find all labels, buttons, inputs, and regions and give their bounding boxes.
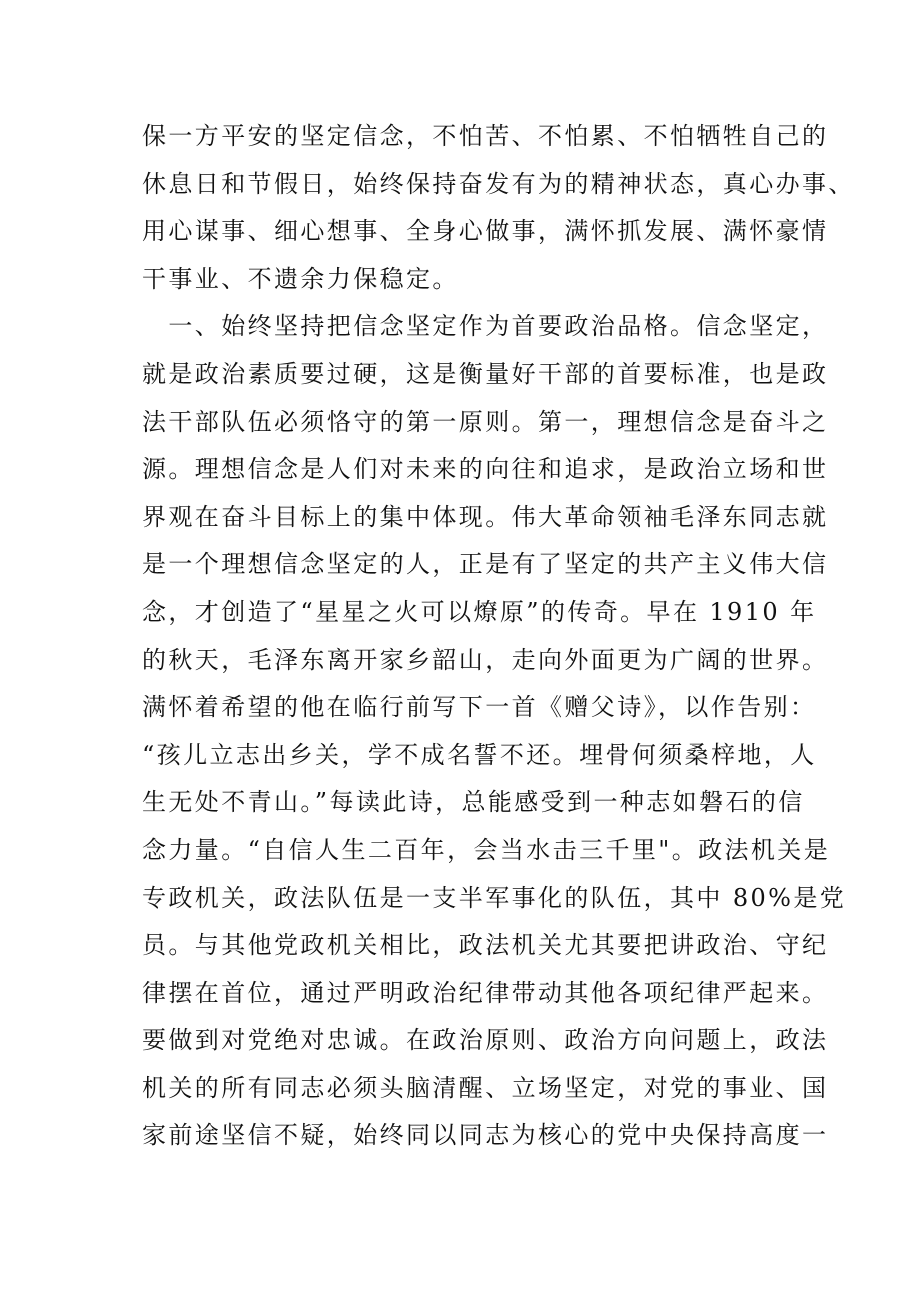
text-line: 用心谋事、细心想事、全身心做事，满怀抓发展、满怀豪情 xyxy=(142,217,829,246)
text-line: 保一方平安的坚定信念，不怕苦、不怕累、不怕牺牲自己的 xyxy=(142,122,829,150)
text-line: 员。与其他党政机关相比，政法机关尤其要把讲政治、守纪 xyxy=(142,931,829,960)
text-line: 源。理想信念是人们对未来的向往和追求，是政治立场和世 xyxy=(142,455,829,484)
text-line: 要做到对党绝对忠诚。在政治原则、政治方向问题上，政法 xyxy=(142,1026,829,1055)
text-line: 家前途坚信不疑，始终同以同志为核心的党中央保持高度一 xyxy=(142,1121,829,1150)
text-line: 界观在奋斗目标上的集中体现。伟大革命领袖毛泽东同志就 xyxy=(142,502,829,531)
text-line: 机关的所有同志必须头脑清醒、立场坚定，对党的事业、国 xyxy=(142,1073,829,1102)
text-line: 干事业、不遗余力保稳定。 xyxy=(142,264,459,293)
text-line: 念力量。“自信人生二百年，会当水击三千里"。政法机关是 xyxy=(142,835,831,864)
text-line: 念，才创造了“星星之火可以燎原”的传奇。早在 1910 年 xyxy=(142,597,817,626)
text-line: “孩儿立志出乡关，学不成名誓不还。埋骨何须桑梓地，人 xyxy=(142,740,817,769)
text-line: 的秋天，毛泽东离开家乡韶山，走向外面更为广阔的世界。 xyxy=(142,645,829,674)
section-heading-line: 一、始终坚持把信念坚定作为首要政治品格。信念坚定， xyxy=(142,312,829,341)
text-line: 律摆在首位，通过严明政治纪律带动其他各项纪律严起来。 xyxy=(142,978,829,1007)
text-line: 休息日和节假日，始终保持奋发有为的精神状态，真心办事、 xyxy=(142,169,855,198)
text-line: 生无处不青山。”每读此诗，总能感受到一种志如磐石的信 xyxy=(142,788,805,817)
text-line: 法干部队伍必须恪守的第一原则。第一，理想信念是奋斗之 xyxy=(142,407,829,436)
text-line: 是一个理想信念坚定的人，正是有了坚定的共产主义伟大信 xyxy=(142,550,829,579)
text-line: 满怀着希望的他在临行前写下一首《赠父诗》，以作告别： xyxy=(142,693,817,722)
body-text xyxy=(142,113,855,1160)
text-line: 就是政治素质要过硬，这是衡量好干部的首要标准，也是政 xyxy=(142,359,829,388)
text-line: 专政机关，政法队伍是一支半军事化的队伍，其中 80%是党 xyxy=(142,883,847,912)
